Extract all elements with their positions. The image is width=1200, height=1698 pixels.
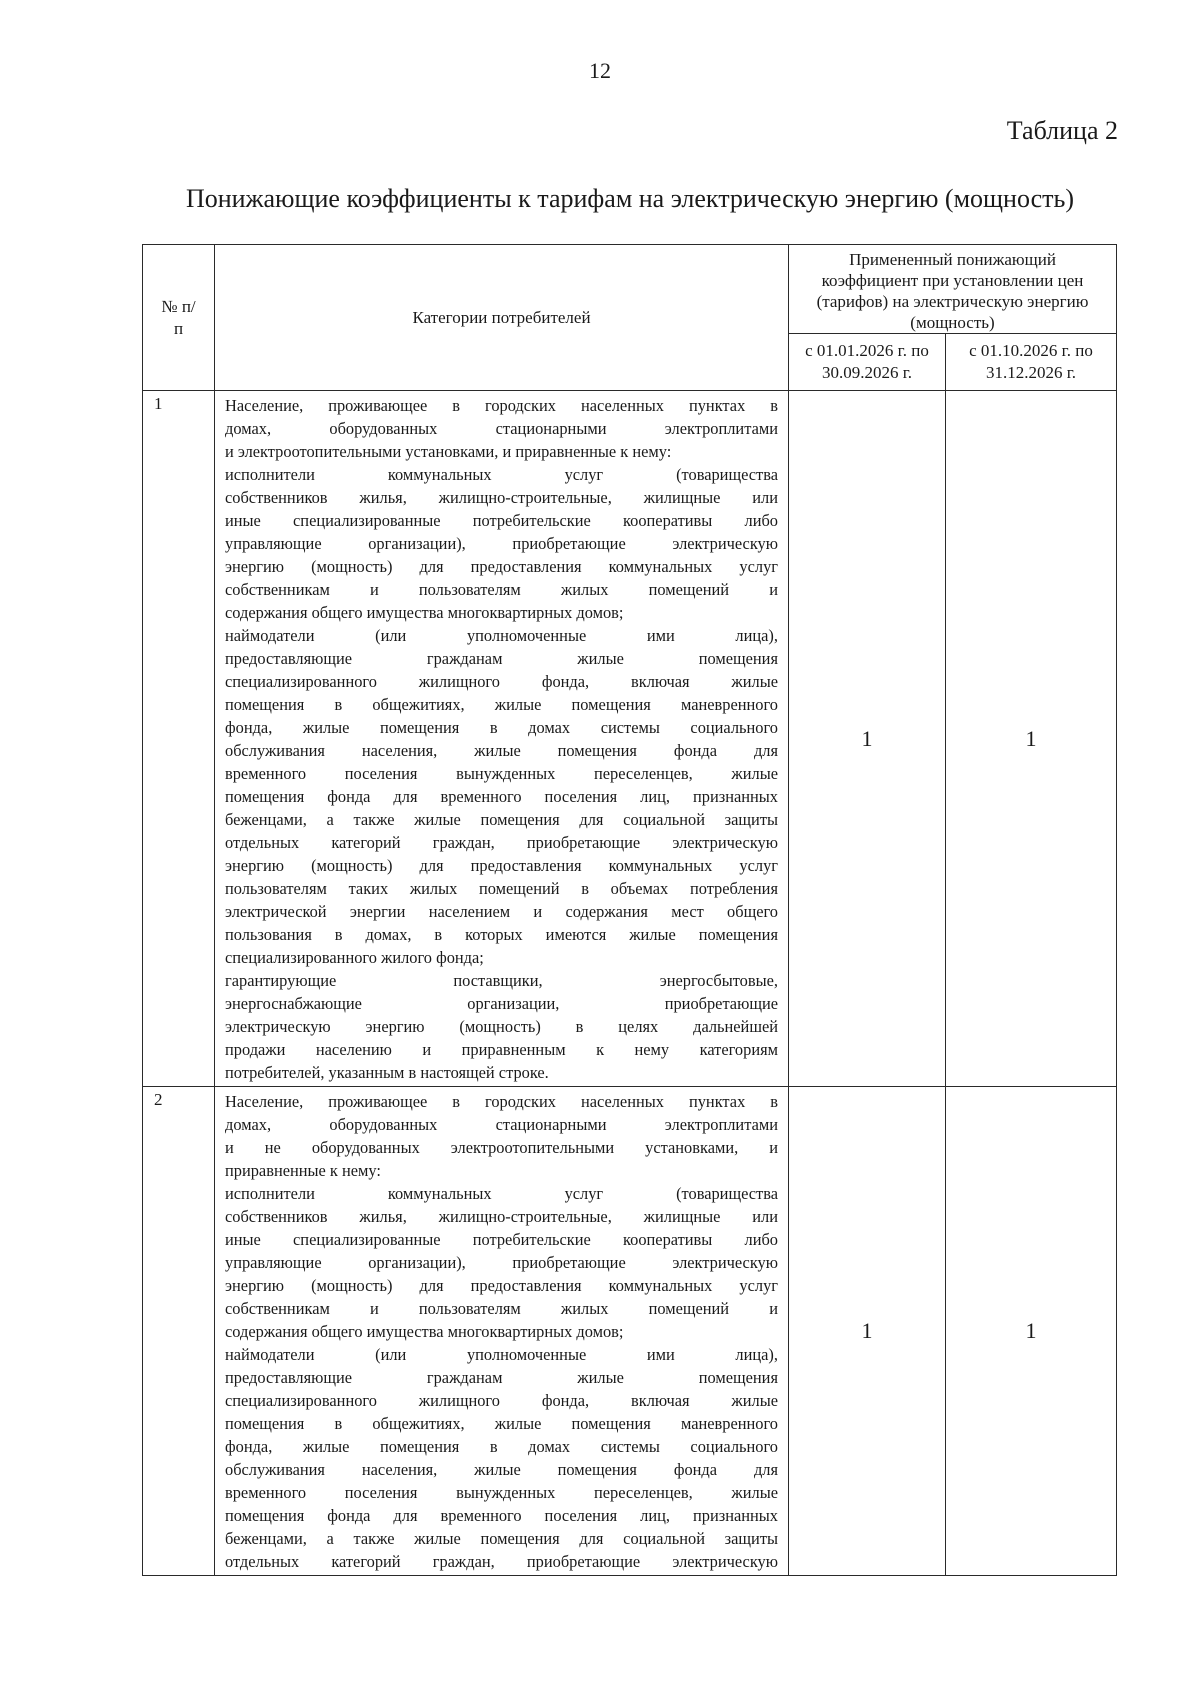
category-text-line: приравненные к нему: <box>225 1161 381 1180</box>
category-text-line: домах, оборудованных стационарными электроплитами <box>225 1115 778 1134</box>
category-text-line: фонда, жилые помещения в домах системы социального <box>225 718 778 737</box>
row-number: 1 <box>143 391 215 1087</box>
category-text-line: потребителей, указанным в настоящей строке. <box>225 1063 549 1082</box>
category-text-line: энергию (мощность) для предоставления коммунальных услуг <box>225 557 778 576</box>
table-row <box>143 391 1117 1087</box>
category-text-line: беженцами, а также жилые помещения для социальной защиты <box>225 810 778 829</box>
category-text-line: иные специализированные потребительские кооперативы либо <box>225 1230 778 1249</box>
category-text-line: помещения в общежитиях, жилые помещения маневренного <box>225 1414 778 1433</box>
category-text-line: управляющие организации), приобретающие электрическую <box>225 534 778 553</box>
category-text-line: Население, проживающее в городских населенных пунктах в <box>225 396 778 415</box>
category-text-line: собственникам и пользователям жилых помещений и <box>225 580 778 599</box>
category-text-line: отдельных категорий граждан, приобретающие электрическую <box>225 1552 778 1571</box>
consumer-category-text <box>215 1087 789 1576</box>
document-title: Понижающие коэффициенты к тарифам на электрическую энергию (мощность) <box>185 184 1075 213</box>
header-period-2-text: с 01.10.2026 г. по 31.12.2026 г. <box>969 341 1093 382</box>
row-number: 2 <box>143 1087 215 1576</box>
category-text-line: фонда, жилые помещения в домах системы социального <box>225 1437 778 1456</box>
category-text-line: Население, проживающее в городских населенных пунктах в <box>225 1092 778 1111</box>
category-text-line: собственников жилья, жилищно-строительные, жилищные или <box>225 1207 778 1226</box>
category-text-line: временного поселения вынужденных переселенцев, жилые <box>225 764 778 783</box>
category-text-line: отдельных категорий граждан, приобретающие электрическую <box>225 833 778 852</box>
category-text-line: помещения в общежитиях, жилые помещения маневренного <box>225 695 778 714</box>
category-text-line: гарантирующие поставщики, энергосбытовые, <box>225 971 778 990</box>
category-text-line: исполнители коммунальных услуг (товарищества <box>225 465 778 484</box>
category-text-line: специализированного жилищного фонда, включая жилые <box>225 1391 778 1410</box>
category-text-line: специализированного жилищного фонда, включая жилые <box>225 672 778 691</box>
header-coefficient-text: Примененный понижающий коэффициент при установлении цен (тарифов) на электрическую энергию (мощность) <box>816 250 1089 332</box>
category-text-line: иные специализированные потребительские кооперативы либо <box>225 511 778 530</box>
header-category: Категории потребителей <box>215 245 789 391</box>
category-text-line: наймодатели (или уполномоченные ими лица), <box>225 626 778 645</box>
table-row <box>143 1087 1117 1576</box>
category-text-line: продажи населению и приравненным к нему категориям <box>225 1040 778 1059</box>
category-text-line: управляющие организации), приобретающие электрическую <box>225 1253 778 1272</box>
category-text-line: пользователям таких жилых помещений в объемах потребления <box>225 879 778 898</box>
category-text-line: содержания общего имущества многоквартирных домов; <box>225 603 624 622</box>
header-period-1-text: с 01.01.2026 г. по 30.09.2026 г. <box>805 341 929 382</box>
category-text-line: собственников жилья, жилищно-строительные, жилищные или <box>225 488 778 507</box>
header-number-text: № п/п <box>161 296 196 338</box>
category-text-line: содержания общего имущества многоквартирных домов; <box>225 1322 624 1341</box>
table-label: Таблица 2 <box>1006 116 1118 145</box>
category-text-line: временного поселения вынужденных переселенцев, жилые <box>225 1483 778 1502</box>
category-text-line: беженцами, а также жилые помещения для социальной защиты <box>225 1529 778 1548</box>
category-text-line: энергоснабжающие организации, приобретающие <box>225 994 778 1013</box>
category-text-line: предоставляющие гражданам жилые помещения <box>225 1368 778 1387</box>
coefficient-value-period-2: 1 <box>946 391 1117 1087</box>
category-text-line: исполнители коммунальных услуг (товарищества <box>225 1184 778 1203</box>
coefficient-value-period-1: 1 <box>789 1087 946 1576</box>
coefficient-value-period-1: 1 <box>789 391 946 1087</box>
consumer-category-text <box>215 391 789 1087</box>
header-period-1 <box>789 334 946 391</box>
category-text-line: собственникам и пользователям жилых помещений и <box>225 1299 778 1318</box>
header-number <box>143 245 215 391</box>
category-text-line: предоставляющие гражданам жилые помещения <box>225 649 778 668</box>
category-text-line: специализированного жилого фонда; <box>225 948 484 967</box>
table-body <box>143 391 1117 1576</box>
category-text-line: энергию (мощность) для предоставления коммунальных услуг <box>225 856 778 875</box>
category-text-line: домах, оборудованных стационарными электроплитами <box>225 419 778 438</box>
category-text-line: обслуживания населения, жилые помещения фонда для <box>225 1460 778 1479</box>
category-text-line: электрической энергии населением и содержания мест общего <box>225 902 778 921</box>
coefficient-value-period-2: 1 <box>946 1087 1117 1576</box>
category-text-line: наймодатели (или уполномоченные ими лица), <box>225 1345 778 1364</box>
category-text-line: и электроотопительными установками, и приравненные к нему: <box>225 442 672 461</box>
category-text-line: обслуживания населения, жилые помещения фонда для <box>225 741 778 760</box>
page-number: 12 <box>589 58 611 83</box>
category-text-line: и не оборудованных электроотопительными установками, и <box>225 1138 778 1157</box>
category-text-line: помещения фонда для временного поселения лиц, признанных <box>225 1506 778 1525</box>
coefficients-table <box>142 244 1117 1576</box>
header-period-2 <box>946 334 1117 391</box>
category-text-line: помещения фонда для временного поселения лиц, признанных <box>225 787 778 806</box>
category-text-line: энергию (мощность) для предоставления коммунальных услуг <box>225 1276 778 1295</box>
category-text-line: пользования в домах, в которых имеются жилые помещения <box>225 925 778 944</box>
category-text-line: электрическую энергию (мощность) в целях дальнейшей <box>225 1017 778 1036</box>
header-coefficient-group <box>789 245 1117 334</box>
